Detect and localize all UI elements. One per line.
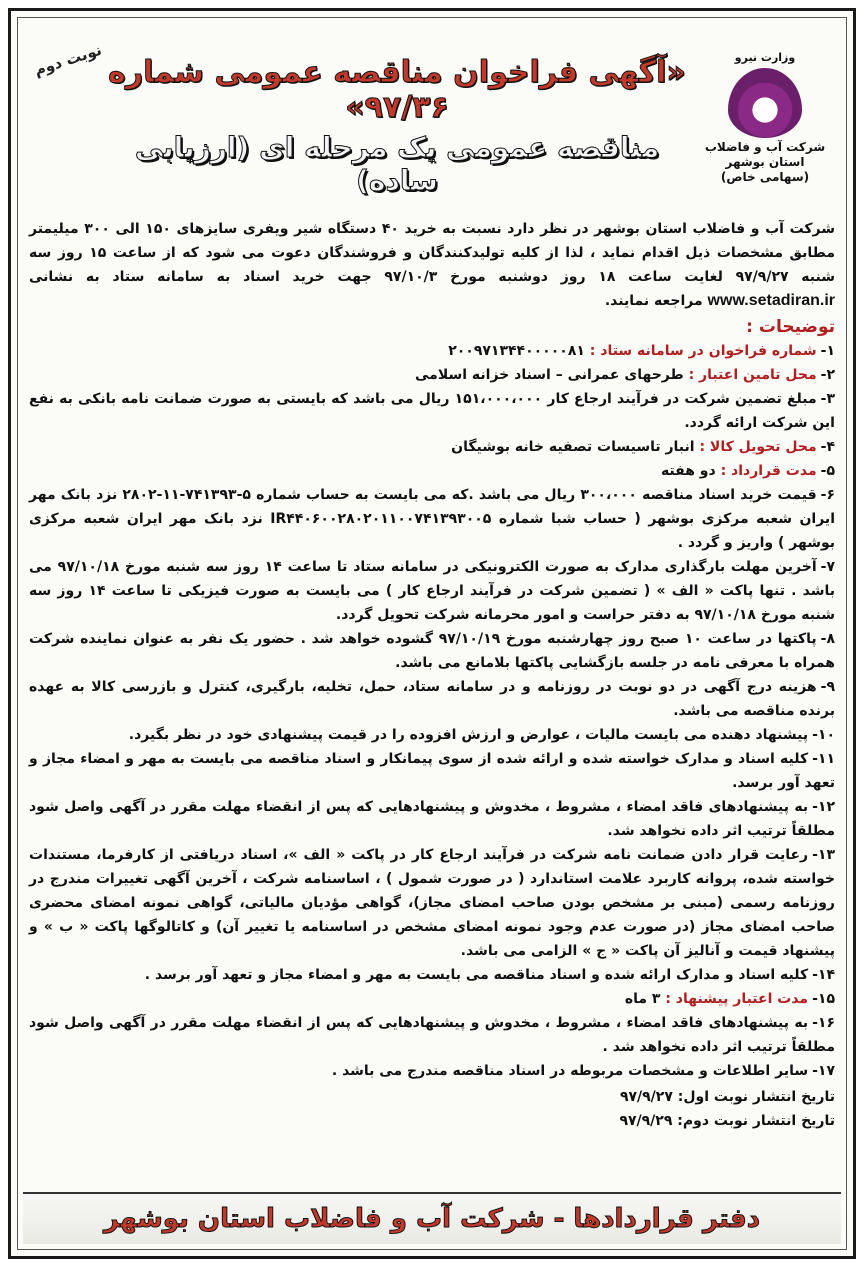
first-publish-date <box>29 1085 835 1109</box>
note-number: ۴- <box>820 439 835 455</box>
note-item <box>29 747 835 795</box>
website-link[interactable]: www.setadiran.ir <box>707 292 835 309</box>
note-item <box>29 387 835 435</box>
page-title: «آگهی فراخوان مناقصه عمومی شماره ۹۷/۳۶» <box>108 55 686 125</box>
note-item <box>29 795 835 843</box>
notes-list <box>29 339 835 1083</box>
note-text: پاکتها در ساعت ۱۰ صبح روز چهارشنبه مورخ ۹۷/۱۰/۱۹ گشوده خواهد شد . حضور یک نفر به عنوان نماینده شرکت همراه با معرفی نامه در جلسه بازگشایی پاکتها بلامانع می باشد. <box>29 631 835 671</box>
page-subtitle: مناقصه عمومی یک مرحله ای (ارزیابی ساده) <box>134 131 660 197</box>
note-item <box>29 339 835 363</box>
note-text: سایر اطلاعات و مشخصات مربوطه در اسناد مناقصه مندرج می باشد . <box>331 1063 809 1079</box>
second-publish-date <box>29 1109 835 1133</box>
note-item <box>29 675 835 723</box>
note-item <box>29 435 835 459</box>
note-number: ۱- <box>820 343 835 359</box>
header <box>101 51 843 201</box>
note-item <box>29 723 835 747</box>
notice-body <box>29 217 835 1133</box>
note-number: ۱۲- <box>812 799 835 815</box>
note-number: ۵- <box>820 463 835 479</box>
note-text: به پیشنهادهای فاقد امضاء ، مشروط ، مخدوش و پیشنهادهایی که پس از انقضاء مهلت مقرر در آگهی واصل شود مطلقاً ترتیب اثر داده نخواهد شد . <box>29 1015 835 1055</box>
note-label: شماره فراخوان در سامانه ستاد : <box>589 343 817 359</box>
company-logo-block <box>695 51 835 185</box>
first-publish-value: ۹۷/۹/۲۷ <box>619 1089 673 1105</box>
note-text: ۲۰۰۹۷۱۳۴۴۰۰۰۰۰۸۱ <box>448 343 585 359</box>
note-text: هزینه درج آگهی در دو نوبت در روزنامه و در سامانه ستاد، حمل، تخلیه، بارگیری، کنترل و بازرسی کالا به عهده برنده مناقصه می باشد. <box>29 679 835 719</box>
note-item <box>29 363 835 387</box>
company-name-line1: شرکت آب و فاضلاب <box>704 140 826 154</box>
note-item <box>29 627 835 675</box>
note-number: ۲- <box>820 367 835 383</box>
note-text: قیمت خرید اسناد مناقصه ۳۰۰،۰۰۰ ریال می باشد .که می بایست به حساب شماره ۵-۷۴۱۳۹۳-۱۱-۲۸۰۲ نزد بانک مهر ایران شعبه مرکزی بوشهر ( حساب شبا شماره IR۴۴۰۶۰۰۲۸۰۲۰۱۱۰۰۷۴۱۳۹۳۰۰۵ نزد بانک مهر ایران شعبه مرکزی بوشهر ) واریز و گردد . <box>29 487 835 551</box>
company-name-line3: (سهامی خاص) <box>720 170 810 184</box>
note-text: طرحهای عمرانی – اسناد خزانه اسلامی <box>415 367 684 383</box>
footer-text: دفتر قراردادها - شرکت آب و فاضلاب استان بوشهر <box>103 1204 761 1234</box>
water-drop-logo-icon <box>728 68 802 138</box>
note-item <box>29 483 835 555</box>
note-number: ۱۳- <box>812 847 835 863</box>
note-number: ۱۷- <box>812 1063 835 1079</box>
note-label: محل تحویل کالا : <box>699 439 817 455</box>
note-number: ۱۵- <box>812 991 835 1007</box>
note-text: رعایت قرار دادن ضمانت نامه شرکت در فرآیند ارجاع کار در پاکت « الف »، اسناد دریافتی از کارفرما، مستندات خواسته شده، پروانه کاربرد علامت استاندارد ( در صورت شمول ) ، اساسنامه شرکت ، آخرین آگهی تغییرات مندرج در روزنامه رسمی (مبنی بر مشخص بودن صاحب امضای مجاز)، گواهی مؤدیان مالیاتی، گواهی نمونه امضای محضری صاحب امضای مجاز (در صورت عدم وجود نمونه امضای مشخص در اساسنامه یا تغییر آن) و کاتالوگها پاکت « ب » و پیشنهاد قیمت و آنالیز آن پاکت « ج » الزامی می باشد. <box>29 847 835 959</box>
note-number: ۱۴- <box>812 967 835 983</box>
note-item <box>29 963 835 987</box>
note-item <box>29 459 835 483</box>
note-item <box>29 1059 835 1083</box>
intro-end: مراجعه نمایند. <box>604 293 703 309</box>
note-number: ۷- <box>820 559 835 575</box>
company-name-line2: استان بوشهر <box>725 155 805 169</box>
note-number: ۶- <box>820 487 835 503</box>
note-item <box>29 1011 835 1059</box>
second-publish-label: تاریخ انتشار نوبت دوم: <box>677 1113 835 1129</box>
note-number: ۱۱- <box>812 751 835 767</box>
note-label: محل تامین اعتبار : <box>688 367 817 383</box>
note-number: ۳- <box>820 391 835 407</box>
note-text: کلیه اسناد و مدارک ارائه شده و اسناد مناقصه می بایست به مهر و امضاء مجاز و تعهد آور برسد . <box>144 967 809 983</box>
note-item <box>29 987 835 1011</box>
first-publish-label: تاریخ انتشار نوبت اول: <box>677 1089 835 1105</box>
note-text: آخرین مهلت بارگذاری مدارک به صورت الکترونیکی در سامانه ستاد تا ساعت ۱۴ روز سه شنبه مورخ ۹۷/۱۰/۱۸ می باشد . تنها پاکت « الف » ( تضمین شرکت در فرآیند ارجاع کار ) می بایست به صورت فیزیکی تا ساعت ۱۴ روز سه شنبه مورخ ۹۷/۱۰/۱۸ به دفتر حراست و امور محرمانه شرکت تحویل گردد. <box>29 559 835 623</box>
footer-banner <box>23 1192 841 1244</box>
title-block <box>101 55 693 197</box>
intro-text: شرکت آب و فاضلاب استان بوشهر در نظر دارد نسبت به خرید ۴۰ دستگاه شیر ویفری سایزهای ۱۵۰ الی ۳۰۰ میلیمتر مطابق مشخصات ذیل اقدام نماید ، لذا از کلیه تولیدکنندگان و فروشندگان دعوت می شود که از ساعت ۱۵ روز سه شنبه ۹۷/۹/۲۷ لغایت ساعت ۱۸ روز دوشنبه مورخ ۹۷/۱۰/۳ جهت خرید اسناد به سامانه ستاد به نشانی <box>29 221 836 285</box>
note-number: ۱۶- <box>812 1015 835 1031</box>
note-text: انبار تاسیسات تصفیه خانه بوشیگان <box>451 439 695 455</box>
round-badge: نوبت دوم <box>31 40 104 80</box>
note-number: ۸- <box>820 631 835 647</box>
note-number: ۱۰- <box>812 727 835 743</box>
notice-page <box>8 8 856 1259</box>
note-text: پیشنهاد دهنده می بایست مالیات ، عوارض و ارزش افزوده را در قیمت پیشنهادی خود در نظر بگیرد. <box>128 727 809 743</box>
note-text: کلیه اسناد و مدارک خواسته شده و ارائه شده از سوی پیمانکار و اسناد مناقصه می بایست به مهر و امضاء مجاز و تعهد آور برسد. <box>29 751 835 791</box>
ministry-label: وزارت نیرو <box>734 51 796 64</box>
note-text: مبلغ تضمین شرکت در فرآیند ارجاع کار ۱۵۱،۰۰۰،۰۰۰ ریال می باشد که بایستی به صورت ضمانت نامه بانکی به نفع این شرکت ارائه گردد. <box>29 391 835 431</box>
publish-dates <box>29 1085 835 1133</box>
note-label: مدت اعتبار پیشنهاد : <box>665 991 809 1007</box>
note-number: ۹- <box>820 679 835 695</box>
note-text: به پیشنهادهای فاقد امضاء ، مشروط ، مخدوش و پیشنهادهایی که پس از انقضاء مهلت مقرر در آگهی واصل شود مطلقاً ترتیب اثر داده نخواهد شد. <box>29 799 835 839</box>
second-publish-value: ۹۷/۹/۲۹ <box>619 1113 673 1129</box>
note-label: مدت قرارداد : <box>720 463 817 479</box>
note-item <box>29 555 835 627</box>
note-item <box>29 843 835 963</box>
notes-heading: توضیحات : <box>746 317 835 337</box>
note-text: دو هفته <box>660 463 716 479</box>
note-text: ۳ ماه <box>624 991 661 1007</box>
intro-paragraph <box>29 217 835 313</box>
